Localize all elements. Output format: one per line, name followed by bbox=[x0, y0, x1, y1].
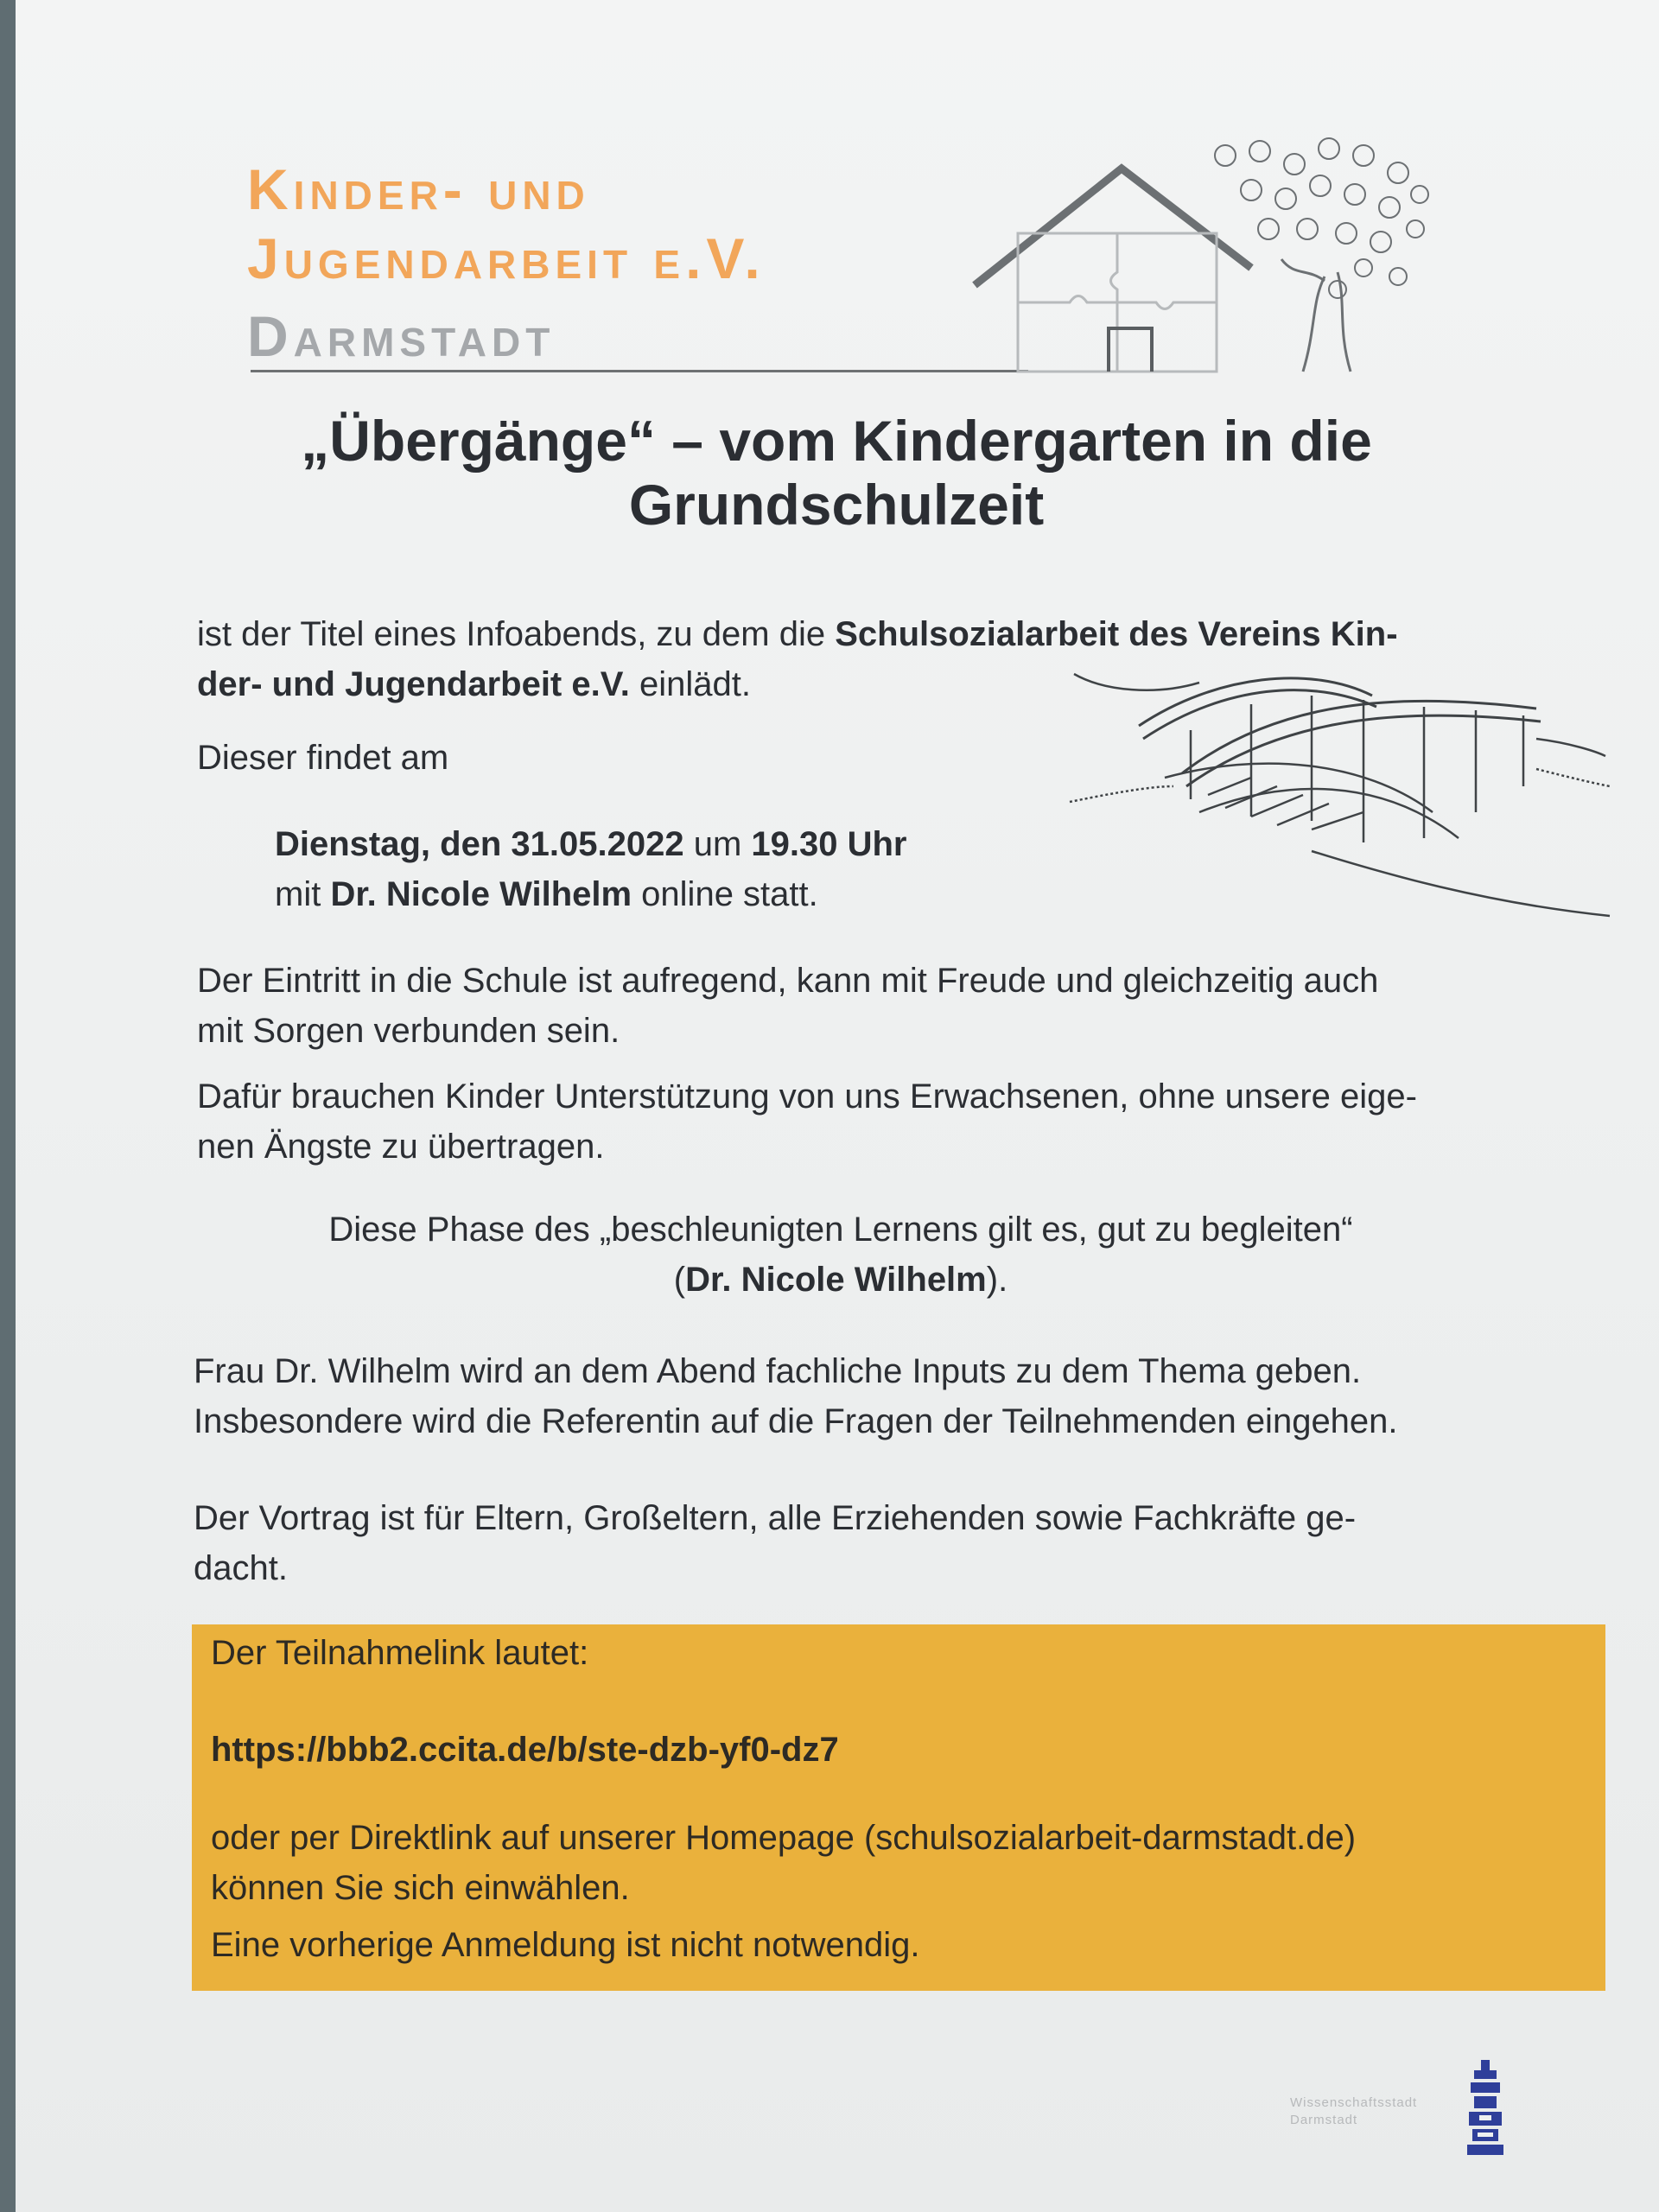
para1-line-2: mit Sorgen verbunden sein. bbox=[197, 1012, 620, 1050]
intro-text-2: einlädt. bbox=[629, 665, 751, 703]
quote bbox=[197, 1205, 1484, 1305]
quote-author: Dr. Nicole Wilhelm bbox=[685, 1261, 987, 1299]
participation-link[interactable]: https://bbb2.ccita.de/b/ste-dzb-yf0-dz7 bbox=[211, 1731, 839, 1769]
event-um: um bbox=[683, 825, 752, 863]
title-line-2: Grundschulzeit bbox=[628, 472, 1045, 537]
title-line-1: „Übergänge“ – vom Kindergarten in die bbox=[301, 409, 1372, 473]
event-online: online statt. bbox=[632, 875, 818, 913]
para2-line-2: nen Ängste zu übertragen. bbox=[197, 1128, 605, 1166]
box-direct-link-text bbox=[211, 1813, 1593, 1913]
paragraph-support bbox=[197, 1071, 1631, 1172]
intro-text-1: ist der Titel eines Infoabends, zu dem die bbox=[197, 615, 836, 653]
flyer-page bbox=[16, 0, 1659, 2212]
quote-line-1: Diese Phase des „beschleunigten Lernens gilt es, gut zu begleiten“ bbox=[328, 1211, 1353, 1249]
house-tree-logo-icon bbox=[966, 130, 1450, 389]
para3-line-1: Frau Dr. Wilhelm wird an dem Abend fachliche Inputs zu dem Thema geben. bbox=[194, 1352, 1362, 1390]
para3-line-2: Insbesondere wird die Referentin auf die Fragen der Teilnehmenden eingehen. bbox=[194, 1402, 1398, 1440]
para4-line-2: dacht. bbox=[194, 1549, 288, 1587]
event-speaker: Dr. Nicole Wilhelm bbox=[330, 875, 632, 913]
logo-line-2: Jugendarbeit e.V. bbox=[247, 226, 766, 290]
event-time: 19.30 Uhr bbox=[751, 825, 907, 863]
logo-line-3: Darmstadt bbox=[247, 304, 556, 368]
para1-line-1: Der Eintritt in die Schule ist aufregend, kann mit Freude und gleichzeitig auch bbox=[197, 962, 1379, 1000]
footer-line-2: Darmstadt bbox=[1290, 2113, 1358, 2127]
paragraph-inputs bbox=[194, 1346, 1645, 1446]
intro-bold-2: der- und Jugendarbeit e.V. bbox=[197, 665, 630, 703]
event-mit: mit bbox=[275, 875, 331, 913]
participation-box bbox=[192, 1624, 1605, 1991]
date-intro: Dieser findet am bbox=[197, 739, 449, 777]
paragraph-entry bbox=[197, 956, 1631, 1056]
box-line-2: können Sie sich einwählen. bbox=[211, 1869, 630, 1907]
box-line-1: oder per Direktlink auf unserer Homepage (schulsozialarbeit-darmstadt.de) bbox=[211, 1819, 1357, 1857]
quote-close: ). bbox=[986, 1261, 1008, 1299]
quote-open: ( bbox=[673, 1261, 686, 1299]
para4-line-1: Der Vortrag ist für Eltern, Großeltern, alle Erziehenden sowie Fachkräfte ge- bbox=[194, 1499, 1357, 1537]
event-details bbox=[275, 819, 906, 919]
paragraph-audience bbox=[194, 1493, 1645, 1593]
darmstadt-crest-icon bbox=[1465, 2060, 1505, 2157]
logo-underline bbox=[251, 370, 1028, 372]
box-note: Eine vorherige Anmeldung ist nicht notwendig. bbox=[211, 1926, 920, 1964]
para2-line-1: Dafür brauchen Kinder Unterstützung von uns Erwachsenen, ohne unsere eige- bbox=[197, 1077, 1417, 1116]
logo-line-1: Kinder- und bbox=[247, 157, 590, 221]
bridge-illustration-icon bbox=[1052, 657, 1623, 933]
footer-city-text bbox=[1290, 2094, 1417, 2129]
intro-bold-1: Schulsozialarbeit des Vereins Kin- bbox=[835, 615, 1398, 653]
footer-line-1: Wissenschaftsstadt bbox=[1290, 2095, 1418, 2110]
event-date: Dienstag, den 31.05.2022 bbox=[275, 825, 684, 863]
page-title bbox=[102, 410, 1571, 537]
box-label: Der Teilnahmelink lautet: bbox=[211, 1634, 589, 1672]
